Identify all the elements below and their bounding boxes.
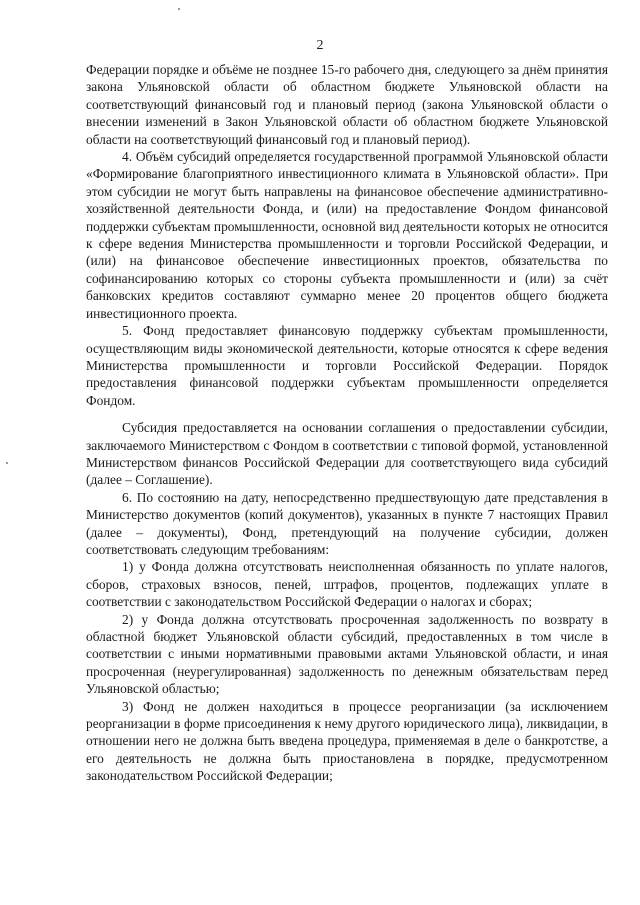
paragraph-continuation: Федерации порядке и объёме не позднее 15-го рабочего дня, следующего за днём принятия закона Ульяновской области об областном бюджете Ульяновской области на соответствующий финансовый год и плановый период (закона Ульяновской области о внесении изменений в Закон Ульяновской области об областном бюджете Ульяновской области на соответствующий финансовый год и плановый период). [86, 62, 608, 147]
scan-speck [178, 8, 180, 10]
page-number: 2 [316, 38, 324, 53]
document-body [86, 61, 608, 785]
requirement-1: 1) у Фонда должна отсутствовать неисполненная обязанность по уплате налогов, сборов, страховых взносов, пеней, штрафов, процентов, подлежащих уплате в соответствии с законодательством Российской Федерации о налогах и сборах; [86, 559, 608, 610]
paragraph-5-fund-support: 5. Фонд предоставляет финансовую поддержку субъектам промышленности, осуществляющим виды экономической деятельности, которые относятся к сфере ведения Министерства промышленности и торговли Российской Федерации. Порядок предоставления финансовой поддержки субъектам промышленности определяется Фондом. [86, 323, 608, 408]
scan-speck [6, 462, 8, 464]
paragraph-4-subsidy-volume: 4. Объём субсидий определяется государственной программой Ульяновской области «Формирование благоприятного инвестиционного климата в Ульяновской области». При этом субсидии не могут быть направлены на финансовое обеспечение административно-хозяйственной деятельности Фонда, и (или) на предоставление Фондом финансовой поддержки субъектам промышленности, основной вид деятельности которых не относится к сфере ведения Министерства промышленности и торговли Российской Федерации, и (или) на финансовое обеспечение инвестиционных проектов, обязательства по софинансированию которых со стороны субъекта промышленности и (или) за счёт банковских кредитов составляют суммарно менее 20 процентов общего бюджета инвестиционного проекта. [86, 149, 608, 321]
requirement-3: 3) Фонд не должен находиться в процессе реорганизации (за исключением реорганизации в форме присоединения к нему другого юридического лица), ликвидации, в отношении него не должна быть введена процедура, применяемая в деле о банкротстве, а его деятельность не должна быть приостановлена в порядке, предусмотренном законодательством Российской Федерации; [86, 698, 608, 784]
paragraph-6-requirements: 6. По состоянию на дату, непосредственно предшествующую дате представления в Министерство документов (копий документов), указанных в пункте 7 настоящих Правил (далее – документы), Фонд, претендующий на получение субсидии, должен соответствовать следующим требованиям: [86, 489, 608, 557]
paragraph-subsidy-agreement: Субсидия предоставляется на основании соглашения о предоставлении субсидии, заключаемого Министерством с Фондом в соответствии с типовой формой, установленной Министерством финансов Российской Федерации для соответствующего вида субсидий (далее – Соглашение). [86, 420, 608, 488]
requirement-2: 2) у Фонда должна отсутствовать просроченная задолженность по возврату в областной бюджет Ульяновской области субсидий, предоставленных в том числе в соответствии с иными нормативными правовыми актами Ульяновской области, и иная просроченная (неурегулированная) задолженность по денежным обязательствам перед Ульяновской областью; [86, 611, 608, 697]
